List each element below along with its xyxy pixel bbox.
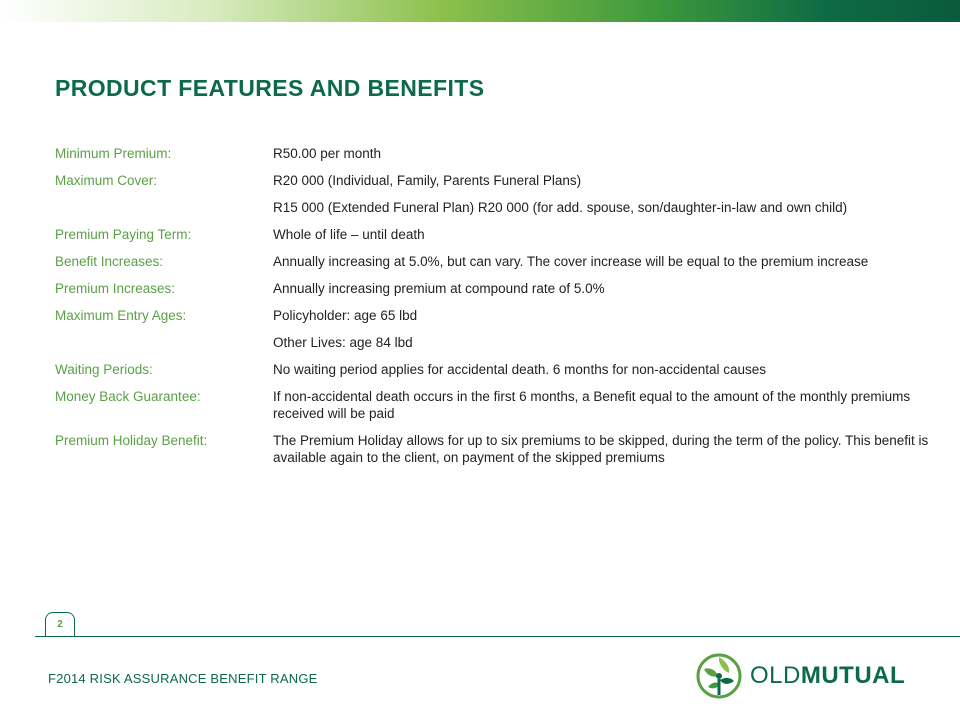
feature-value: The Premium Holiday allows for up to six premiums to be skipped, during the term of the policy. This benefit is available again to the client, on payment of the skipped premiums: [273, 433, 929, 465]
feature-label: Money Back Guarantee:: [55, 389, 201, 404]
logo-wordmark: [750, 662, 905, 690]
feature-label: [55, 334, 273, 351]
feature-label: Premium Holiday Benefit:: [55, 433, 208, 448]
feature-row: [55, 172, 935, 189]
feature-row: [55, 280, 935, 297]
feature-row: [55, 226, 935, 243]
features-list: [55, 145, 935, 476]
footer-text: F2014 RISK ASSURANCE BENEFIT RANGE: [48, 671, 318, 686]
feature-row: [55, 253, 935, 270]
logo-text-light: OLD: [750, 662, 801, 689]
page-title: PRODUCT FEATURES AND BENEFITS: [55, 75, 485, 101]
feature-label: [55, 199, 273, 216]
feature-label: Premium Paying Term:: [55, 227, 192, 242]
feature-value: Policyholder: age 65 lbd: [273, 308, 418, 323]
page-number: 2: [45, 612, 75, 637]
feature-row: [55, 145, 935, 162]
feature-value: Other Lives: age 84 lbd: [273, 335, 413, 350]
feature-value: Whole of life – until death: [273, 227, 425, 242]
header-gradient-bar: [0, 0, 960, 22]
feature-value: No waiting period applies for accidental death. 6 months for non-accidental causes: [273, 362, 767, 377]
feature-label: Waiting Periods:: [55, 362, 153, 377]
footer-divider: [35, 636, 960, 637]
feature-label: Minimum Premium:: [55, 146, 172, 161]
feature-value: R50.00 per month: [273, 146, 382, 161]
feature-label: Maximum Entry Ages:: [55, 308, 187, 323]
feature-row: [55, 432, 935, 466]
feature-row: [55, 307, 935, 324]
feature-value: Annually increasing premium at compound rate of 5.0%: [273, 281, 605, 296]
feature-row: [55, 388, 935, 422]
feature-value: R20 000 (Individual, Family, Parents Funeral Plans): [273, 173, 582, 188]
logo-tree-icon: [696, 651, 742, 701]
feature-label: Maximum Cover:: [55, 173, 158, 188]
old-mutual-logo: [696, 650, 905, 702]
feature-row: [55, 361, 935, 378]
feature-value: Annually increasing at 5.0%, but can vary. The cover increase will be equal to the premium increase: [273, 254, 869, 269]
feature-value: If non-accidental death occurs in the first 6 months, a Benefit equal to the amount of the monthly premiums received will be paid: [273, 389, 911, 421]
logo-text-bold: MUTUAL: [800, 662, 906, 689]
feature-row: [55, 199, 935, 216]
feature-row: [55, 334, 935, 351]
feature-value: R15 000 (Extended Funeral Plan) R20 000 (for add. spouse, son/daughter-in-law and own child): [273, 200, 848, 215]
feature-label: Benefit Increases:: [55, 254, 164, 269]
feature-label: Premium Increases:: [55, 281, 176, 296]
